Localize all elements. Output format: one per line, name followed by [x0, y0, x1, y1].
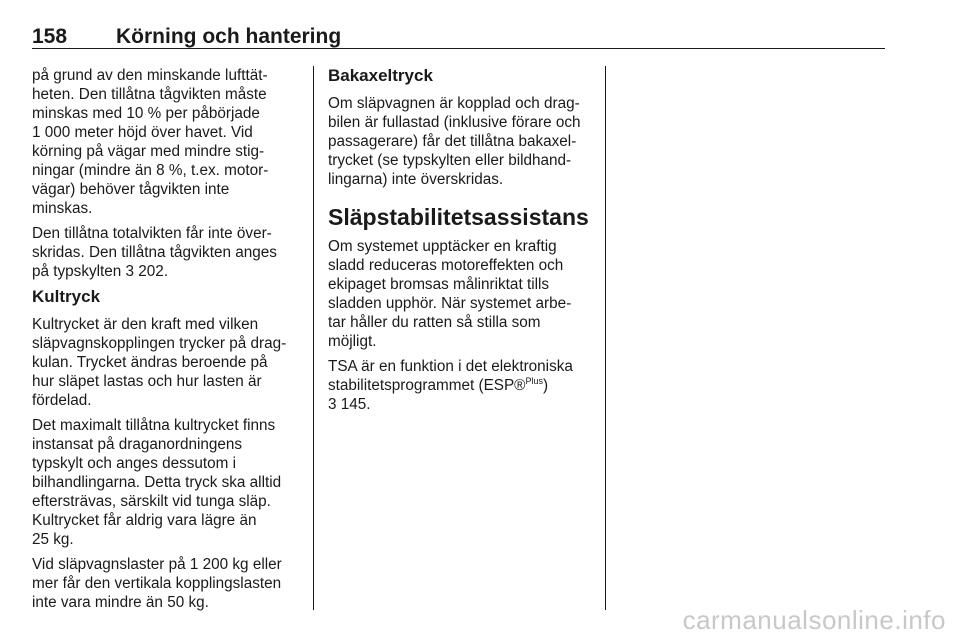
text-line: Kultrycket får aldrig vara lägre än — [32, 512, 257, 529]
section-title: Släpstabilitetsassistans — [328, 204, 589, 230]
text-line: vägar) behöver tågvikten inte — [32, 181, 230, 198]
paragraph — [328, 94, 590, 189]
page-reference-number: 202. — [138, 263, 169, 280]
paragraph — [32, 66, 302, 218]
text-line: Om systemet upptäcker en kraftig — [328, 238, 557, 255]
column-left — [32, 66, 302, 618]
watermark: carmanualsonline.info — [682, 605, 946, 635]
text-line: körning på vägar med mindre stig- — [32, 143, 265, 160]
text-line: minskas. — [32, 200, 93, 217]
text-line: ningar (mindre än 8 %, t.ex. motor- — [32, 162, 269, 179]
text-line: sladden upphör. När systemet arbe- — [328, 295, 572, 312]
text-line: heten. Den tillåtna tågvikten måste — [32, 86, 267, 103]
text-line: ekipaget bromsas målinriktat tills — [328, 276, 550, 293]
superscript: Plus — [525, 375, 543, 386]
subheading-bakaxeltryck: Bakaxeltryck — [328, 66, 433, 85]
text-line: instansat på draganordningens — [32, 436, 243, 453]
text-line — [328, 376, 590, 395]
text-line: Om släpvagnen är kopplad och drag- — [328, 95, 580, 112]
page-reference-number: 145. — [340, 396, 371, 413]
text-line: Det maximalt tillåtna kultrycket finns — [32, 417, 276, 434]
page-reference-arrow-icon: 3 — [328, 396, 337, 413]
paragraph — [32, 555, 302, 612]
text-line: Den tillåtna totalvikten får inte över- — [32, 225, 272, 242]
chapter-title: Körning och hantering — [116, 25, 342, 48]
subheading-kultryck: Kultryck — [32, 287, 101, 306]
text-line: 25 kg. — [32, 531, 74, 548]
text-line: sladd reduceras motoreffekten och — [328, 257, 564, 274]
text-line: Vid släpvagnslaster på 1 200 kg eller — [32, 556, 282, 573]
page-reference-link[interactable] — [126, 263, 169, 280]
text-line: hur släpet lastas och hur lasten är — [32, 373, 262, 390]
text-fragment: stabilitetsprogrammet (ESP® — [328, 377, 526, 394]
column-divider — [605, 66, 606, 610]
text-line: inte vara mindre än 50 kg. — [32, 594, 209, 611]
text-line: skridas. Den tillåtna tågvikten anges — [32, 244, 277, 261]
paragraph — [32, 416, 302, 549]
text-line: släpvagnskopplingen trycker på drag- — [32, 335, 287, 352]
text-line: kulan. Trycket ändras beroende på — [32, 354, 268, 371]
text-line: möjligt. — [328, 333, 377, 350]
text-line: minskas med 10 % per påbörjade — [32, 105, 260, 122]
column-divider — [313, 66, 314, 610]
text-line: Kultrycket är den kraft med vilken — [32, 316, 259, 333]
text-line: tar håller du ratten så stilla som — [328, 314, 541, 331]
text-line: typskylt och anges dessutom i — [32, 455, 237, 472]
page-header — [32, 26, 885, 49]
text-fragment: på typskylten — [32, 263, 122, 280]
text-line: trycket (se typskylten eller bildhand- — [328, 152, 572, 169]
page-reference-arrow-icon: 3 — [125, 263, 135, 280]
column-middle — [328, 66, 590, 420]
text-line: passagerare) får det tillåtna bakaxel- — [328, 133, 577, 150]
paragraph — [328, 357, 590, 414]
text-line: eftersträvas, särskilt vid tunga släp. — [32, 493, 271, 510]
page-number: 158 — [32, 25, 68, 48]
text-fragment: ) — [542, 377, 549, 394]
text-line: mer får den vertikala kopplingslasten — [32, 575, 282, 592]
text-line: lingarna) inte överskridas. — [328, 171, 504, 188]
text-line: 1 000 meter höjd över havet. Vid — [32, 124, 253, 141]
text-line — [32, 262, 302, 281]
text-line: bilhandlingarna. Detta tryck ska alltid — [32, 474, 282, 491]
paragraph — [328, 237, 590, 351]
page-reference-link[interactable] — [328, 395, 590, 414]
text-line: TSA är en funktion i det elektroniska — [328, 358, 573, 375]
paragraph — [32, 315, 302, 410]
paragraph — [32, 224, 302, 281]
text-line: på grund av den minskande lufttät- — [32, 67, 268, 84]
text-line: bilen är fullastad (inklusive förare och — [328, 114, 581, 131]
text-line: fördelad. — [32, 392, 92, 409]
